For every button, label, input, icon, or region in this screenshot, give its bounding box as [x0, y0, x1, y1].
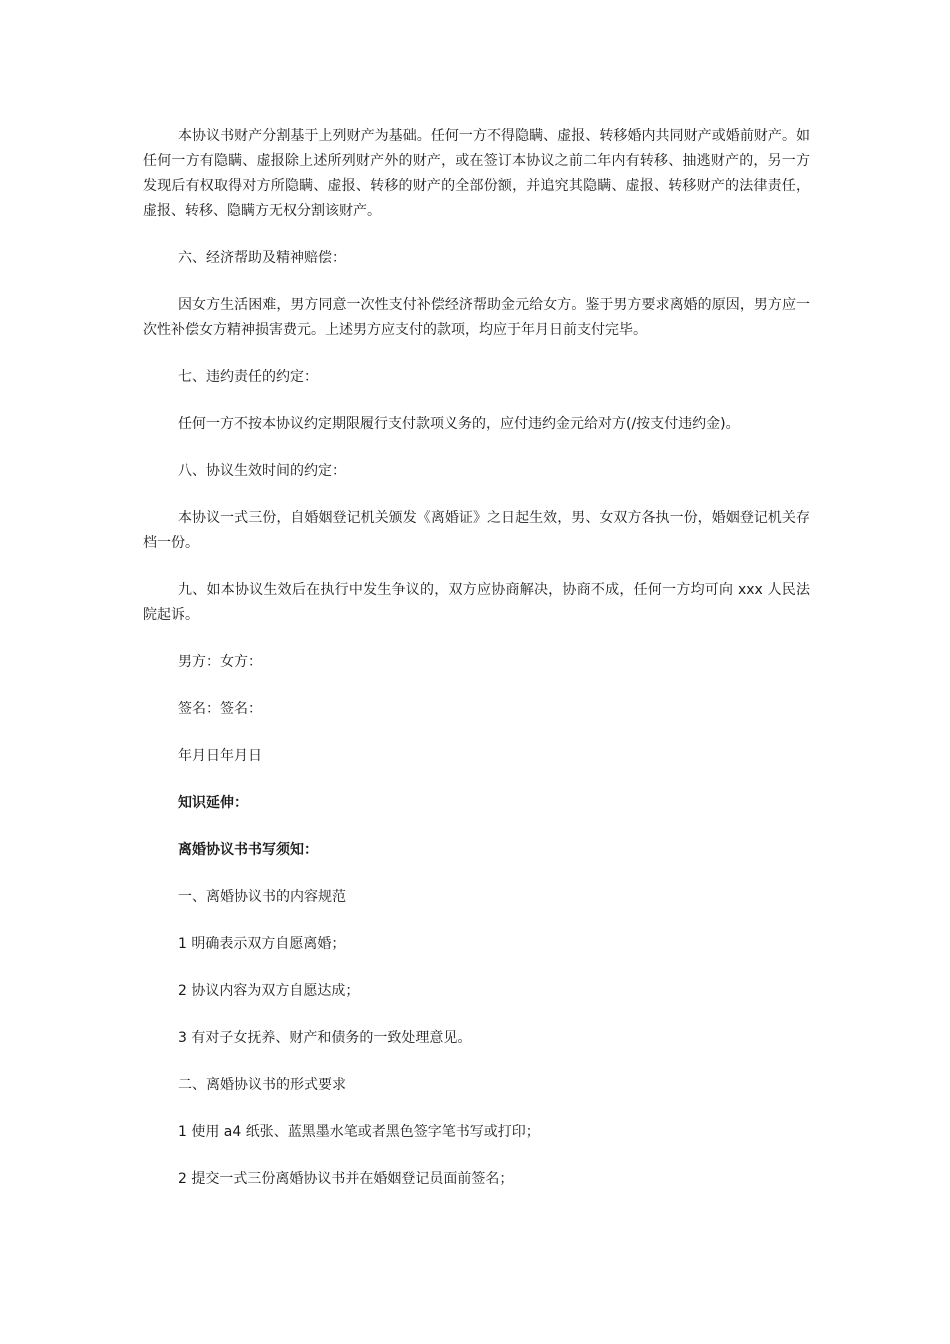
document-page	[143, 124, 810, 1214]
section-heading: 二、离婚协议书的形式要求	[178, 1077, 346, 1093]
knowledge-heading: 知识延伸：	[178, 795, 248, 811]
signature-party-line: 男方：女方：	[178, 654, 262, 670]
section-heading: 七、违约责任的约定：	[178, 369, 318, 385]
guide-heading: 离婚协议书书写须知：	[178, 842, 318, 858]
paragraph: 因女方生活困难，男方同意一次性支付补偿经济帮助金元给女方。鉴于男方要求离婚的原因，男方应一次性补偿女方精神损害费元。上述男方应支付的款项，均应于年月日前支付完毕。	[143, 297, 810, 338]
paragraph: 任何一方不按本协议约定期限履行支付款项义务的，应付违约金元给对方(/按支付违约金)。	[178, 416, 740, 432]
section-heading: 八、协议生效时间的约定：	[178, 463, 346, 479]
list-item: 3 有对子女抚养、财产和债务的一致处理意见。	[178, 1030, 472, 1046]
list-item: 2 协议内容为双方自愿达成；	[178, 983, 360, 999]
signature-date-line: 年月日年月日	[178, 748, 262, 764]
list-item: 1 明确表示双方自愿离婚；	[178, 936, 346, 952]
paragraph: 本协议书财产分割基于上列财产为基础。任何一方不得隐瞒、虚报、转移婚内共同财产或婚前财产。如任何一方有隐瞒、虚报除上述所列财产外的财产，或在签订本协议之前二年内有转移、抽逃财产的，另一方发现后有权取得对方所隐瞒、虚报、转移的财产的全部份额，并追究其隐瞒、虚报、转移财产的法律责任，虚报、转移、隐瞒方无权分割该财产。	[143, 128, 810, 219]
paragraph: 本协议一式三份，自婚姻登记机关颁发《离婚证》之日起生效，男、女双方各执一份，婚姻登记机关存档一份。	[143, 510, 810, 551]
list-item: 1 使用 a4 纸张、蓝黑墨水笔或者黑色签字笔书写或打印；	[178, 1124, 540, 1140]
paragraph: 九、如本协议生效后在执行中发生争议的，双方应协商解决，协商不成，任何一方均可向 xxx 人民法院起诉。	[143, 582, 810, 623]
signature-name-line: 签名：签名：	[178, 701, 262, 717]
section-heading: 六、经济帮助及精神赔偿：	[178, 250, 346, 266]
section-heading: 一、离婚协议书的内容规范	[178, 889, 346, 905]
list-item: 2 提交一式三份离婚协议书并在婚姻登记员面前签名；	[178, 1171, 514, 1187]
